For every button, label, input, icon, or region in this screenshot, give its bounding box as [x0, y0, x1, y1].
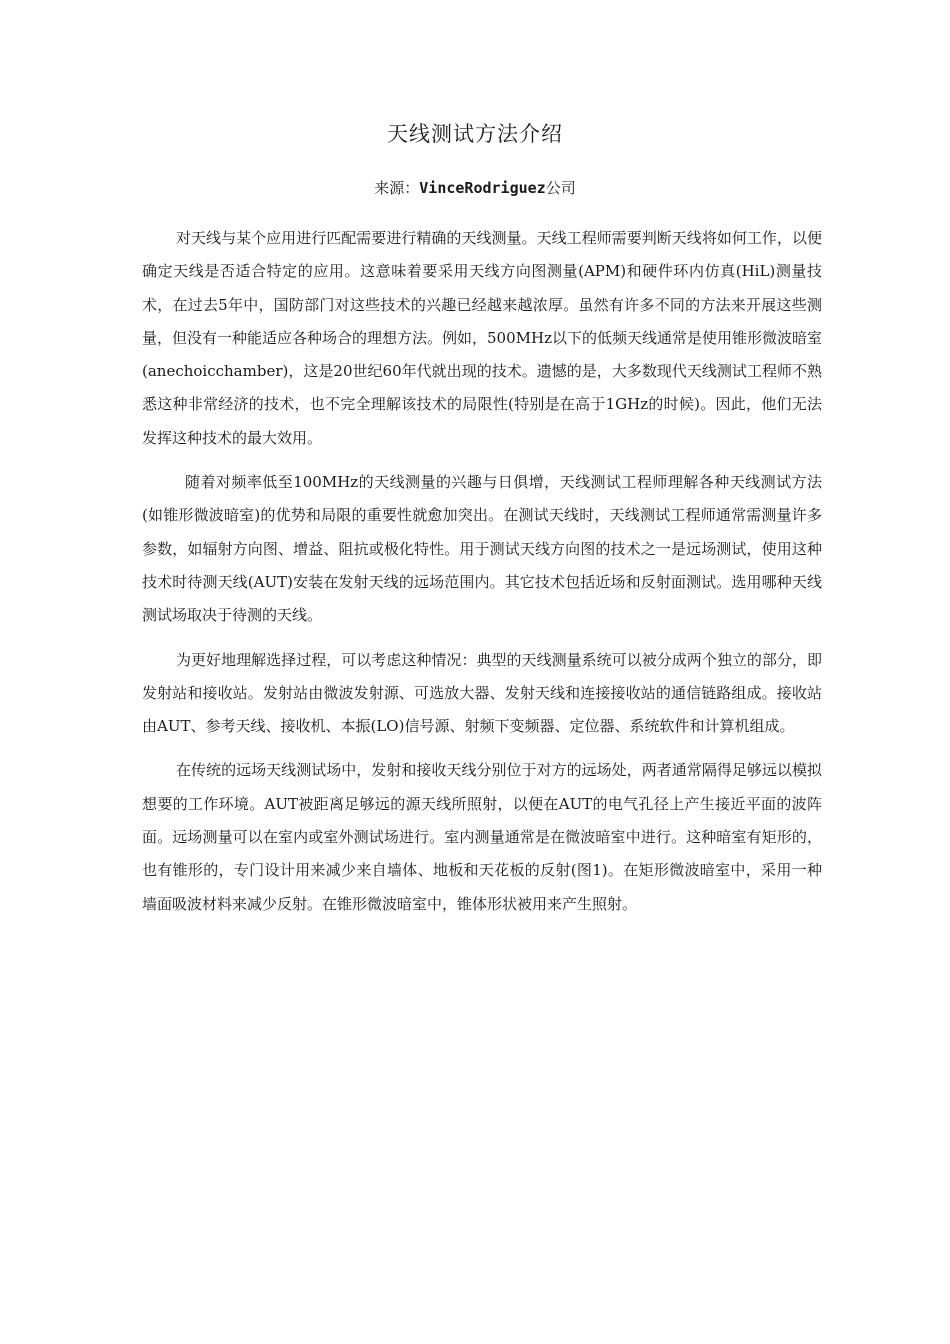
paragraph-4: 在传统的远场天线测试场中，发射和接收天线分别位于对方的远场处，两者通常隔得足够远以模拟想要的工作环境。AUT被距离足够远的源天线所照射，以便在AUT的电气孔径上产生接近平面的波阵面。远场测量可以在室内或室外测试场进行。室内测量通常是在微波暗室中进行。这种暗室有矩形的，也有锥形的，专门设计用来减少来自墙体、地板和天花板的反射(图1)。在矩形微波暗室中，采用一种墙面吸波材料来减少反射。在锥形微波暗室中，锥体形状被用来产生照射。: [142, 761, 822, 913]
paragraph-3: 为更好地理解选择过程，可以考虑这种情况：典型的天线测量系统可以被分成两个独立的部分，即发射站和接收站。发射站由微波发射源、可选放大器、发射天线和连接接收站的通信链路组成。接收站由AUT、参考天线、接收机、本振(LO)信号源、射频下变频器、定位器、系统软件和计算机组成。: [142, 650, 822, 736]
source-suffix: 公司: [545, 179, 576, 197]
document-title: 天线测试方法介绍: [387, 122, 563, 146]
source-company: VinceRodriguez: [419, 179, 546, 197]
paragraph-2: 随着对频率低至100MHz的天线测量的兴趣与日俱增，天线测试工程师理解各种天线测试方法(如锥形微波暗室)的优势和局限的重要性就愈加突出。在测试天线时，天线测试工程师通常需测量许多参数，如辐射方向图、增益、阻抗或极化特性。用于测试天线方向图的技术之一是远场测试，使用这种技术时待测天线(AUT)安装在发射天线的远场范围内。其它技术包括近场和反射面测试。选用哪种天线测试场取决于待测的天线。: [142, 473, 822, 625]
source-label: 来源：: [374, 179, 420, 197]
paragraph-1: 对天线与某个应用进行匹配需要进行精确的天线测量。天线工程师需要判断天线将如何工作，以便确定天线是否适合特定的应用。这意味着要采用天线方向图测量(APM)和硬件环内仿真(HiL)测量技术，在过去5年中，国防部门对这些技术的兴趣已经越来越浓厚。虽然有许多不同的方法来开展这些测量，但没有一种能适应各种场合的理想方法。例如，500MHz以下的低频天线通常是使用锥形微波暗室(anechoicchamber)，这是20世纪60年代就出现的技术。遗憾的是，大多数现代天线测试工程师不熟悉这种非常经济的技术，也不完全理解该技术的局限性(特别是在高于1GHz的时候)。因此，他们无法发挥这种技术的最大效用。: [142, 229, 822, 447]
article-body: [142, 222, 822, 932]
source-line: [0, 175, 950, 201]
